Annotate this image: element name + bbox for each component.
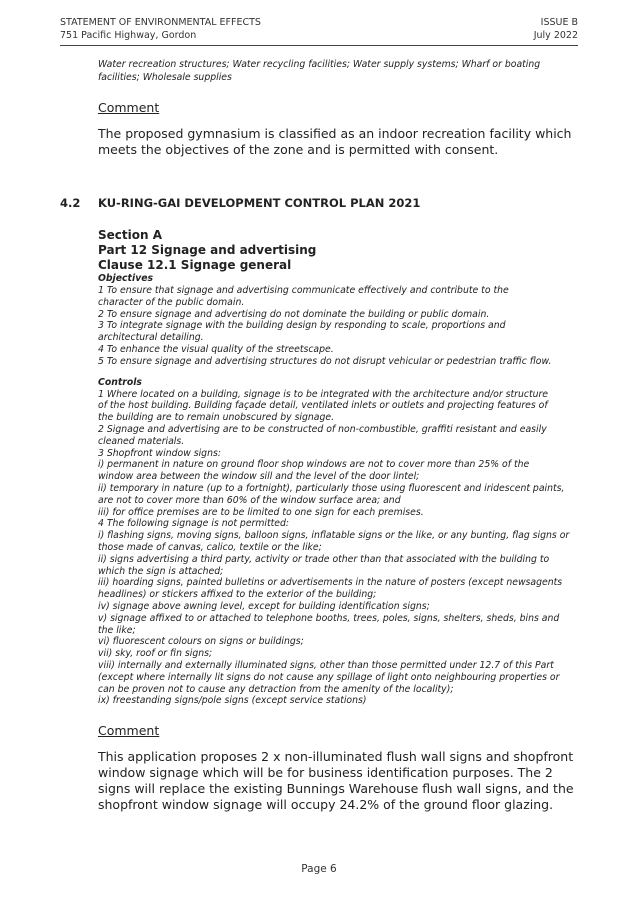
control-line: are not to cover more than 60% of the window surface area; and [98,494,401,506]
objective-line: 4 To enhance the visual quality of the streetscape. [98,343,334,355]
objective-line: 1 To ensure that signage and advertising communicate effectively and contribute to the [98,285,509,296]
issue-label: ISSUE B [540,17,578,28]
objective-line: 2 To ensure signage and advertising do not dominate the building or public domain. [98,308,490,320]
comment-text-2: This application proposes 2 x non-illuminated flush wall signs and shopfront window signage which will be for business identification purposes. The 2 signs will replace the existing Bunnings Warehouse flush wall signs, and the shopfront window signage will occupy 24.2% of the ground floor glazing. [98,749,574,813]
control-line: iii) for office premises are to be limited to one sign for each premises. [98,506,424,518]
control-line: ix) freestanding signs/pole signs (except service stations) [98,695,367,707]
control-line: cleaned materials. [98,435,185,447]
control-line: window area between the window sill and the level of the door lintel; [98,471,420,483]
controls-label: Controls [98,376,142,388]
control-line: of the host building. Building façade detail, ventilated inlets or outlets and projecting features of [98,400,548,412]
control-line: 4 The following signage is not permitted: [98,518,290,530]
control-line: (except where internally lit signs do not cause any spillage of light onto neighbouring properties or [98,671,560,683]
header-right [534,16,578,42]
control-line: iv) signage above awning level, except for building identification signs; [98,600,430,612]
header-divider [60,45,578,46]
section-a-heading: Section A [98,228,162,242]
control-line: i) permanent in nature on ground floor shop windows are not to cover more than 25% of the [98,459,530,471]
control-line: the building are to remain unobscured by signage. [98,412,335,424]
control-line: ii) temporary in nature (up to a fortnight), particularly those using fluorescent and iridescent paints, [98,482,565,494]
control-line: vi) fluorescent colours on signs or buildings; [98,636,304,648]
controls-list [98,389,576,708]
site-address: 751 Pacific Highway, Gordon [60,30,197,41]
header-left [60,16,261,42]
control-line: v) signage affixed to or attached to telephone booths, trees, poles, signs, shelters, sheds, bins and [98,612,560,624]
clause-heading: Clause 12.1 Signage general [98,258,292,272]
control-line: the like; [98,624,136,636]
page-number: Page 6 [301,863,337,875]
control-line: headlines) or stickers affixed to the exterior of the building; [98,589,377,601]
control-line: 1 Where located on a building, signage is to be integrated with the architecture and/or structure [98,388,549,400]
comment-heading-1: Comment [98,100,160,115]
document-title: STATEMENT OF ENVIRONMENTAL EFFECTS [60,17,261,28]
control-line: can be proven not to cause any detraction from the amenity of the locality); [98,683,454,695]
control-line: 3 Shopfront window signs: [98,447,221,459]
control-line: those made of canvas, calico, textile or the like; [98,541,322,553]
control-line: which the sign is attached; [98,565,224,577]
issue-date: July 2022 [533,30,578,41]
section-number: 4.2 [60,196,81,210]
intro-block [98,58,576,158]
control-line: viii) internally and externally illuminated signs, other than those permitted under 12.7 of this Part [98,659,554,671]
control-line: i) flashing signs, moving signs, balloon signs, inflatable signs or the like, or any bunting, flag signs or [98,530,570,542]
control-line: iii) hoarding signs, painted bulletins or advertisements in the nature of posters (except newsagents [98,577,563,589]
dcp-block [98,228,576,813]
comment-heading-2: Comment [98,723,160,739]
objective-line: 3 To integrate signage with the building design by responding to scale, proportions and [98,320,506,332]
objectives-label: Objectives [98,273,154,284]
objective-line: architectural detailing. [98,332,204,344]
part-heading: Part 12 Signage and advertising [98,243,317,257]
comment-text-1: The proposed gymnasium is classified as an indoor recreation facility which meets the objectives of the zone and is permitted with consent. [98,126,572,157]
control-line: 2 Signage and advertising are to be constructed of non-combustible, graffiti resistant and easily [98,423,547,435]
objective-line: character of the public domain. [98,296,245,308]
control-line: ii) signs advertising a third party, activity or trade other than that associated with the building to [98,553,550,565]
objectives-list [98,285,576,368]
objective-line: 5 To ensure signage and advertising structures do not disrupt vehicular or pedestrian traffic flow. [98,355,552,367]
control-line: vii) sky, roof or fin signs; [98,648,213,660]
zone-uses-text: Water recreation structures; Water recycling facilities; Water supply systems; Wharf or boating facilities; Wholesale supplies [98,59,541,83]
section-title: KU-RING-GAI DEVELOPMENT CONTROL PLAN 2021 [98,196,421,210]
